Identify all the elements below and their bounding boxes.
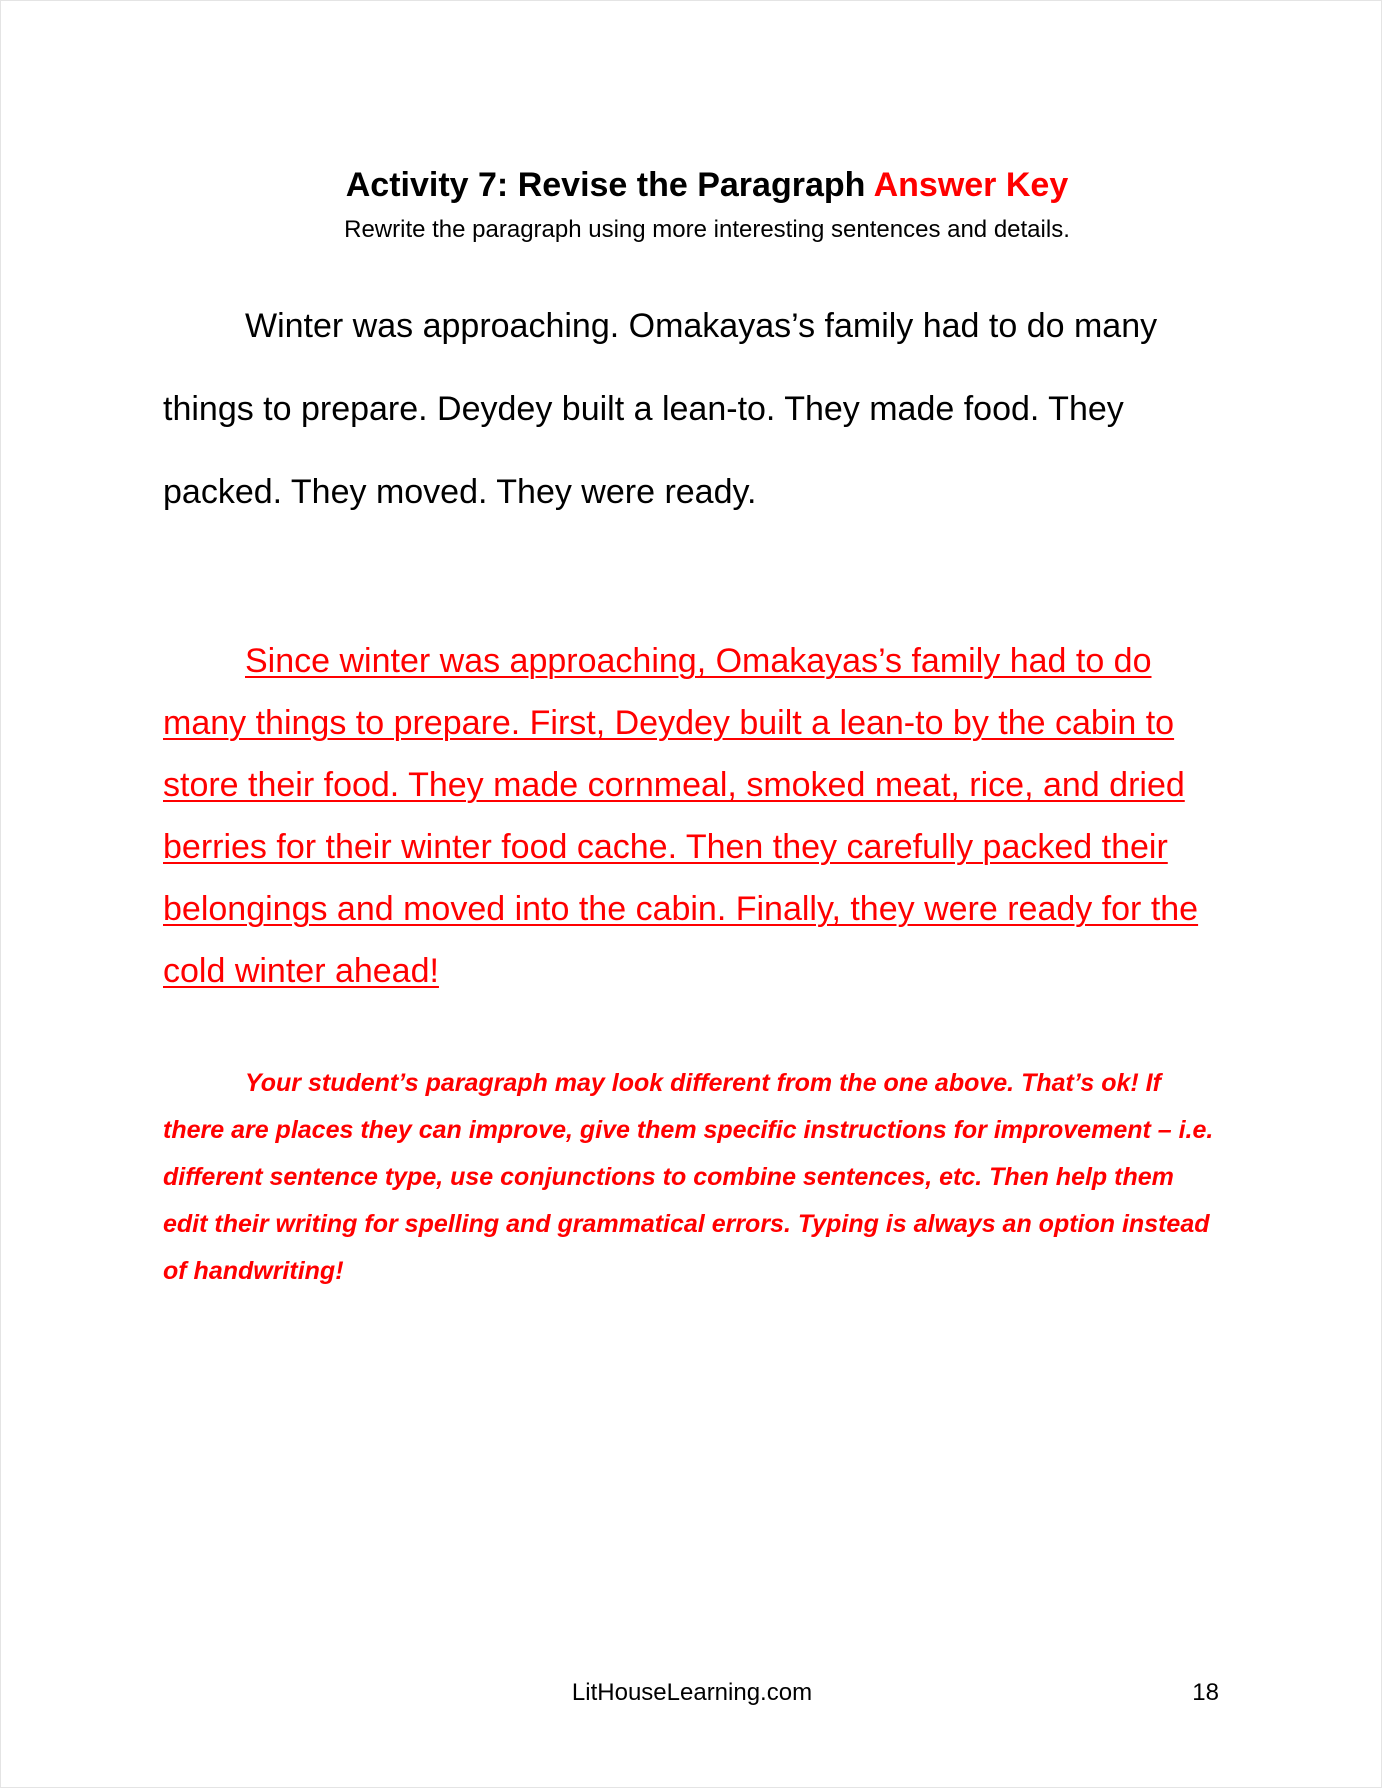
title-prefix: Activity 7: Revise the Paragraph [345,166,874,204]
instructions: Rewrite the paragraph using more interesting sentences and details. [344,216,1070,243]
answer-key-label: Answer Key [873,166,1069,204]
page-content [163,159,1221,1295]
page-title [163,159,1221,211]
teacher-note: Your student’s paragraph may look different from the one above. That’s ok! If there are places they can improve, give them specific instructions for improvement – i.e. different sentence type, use conjunctions to combine sentences, etc. Then help them edit their writing for spelling and grammatical errors. Typing is always an option instead of handwriting! [163,1069,1214,1285]
original-paragraph: Winter was approaching. Omakayas’s family had to do many things to prepare. Deydey built a lean-to. They made food. They packed. They moved. They were ready. [163,307,1158,511]
revised-paragraph: Since winter was approaching, Omakayas’s family had to do many things to prepare. First, Deydey built a lean-to by the cabin to store their food. They made cornmeal, smoked meat, rice, and dried berries for their winter food cache. Then they carefully packed their belongings and moved into the cabin. Finally, they were ready for the cold winter ahead! [163,642,1199,990]
page-number: 18 [1192,1679,1219,1706]
footer-website: LitHouseLearning.com [571,1679,813,1706]
